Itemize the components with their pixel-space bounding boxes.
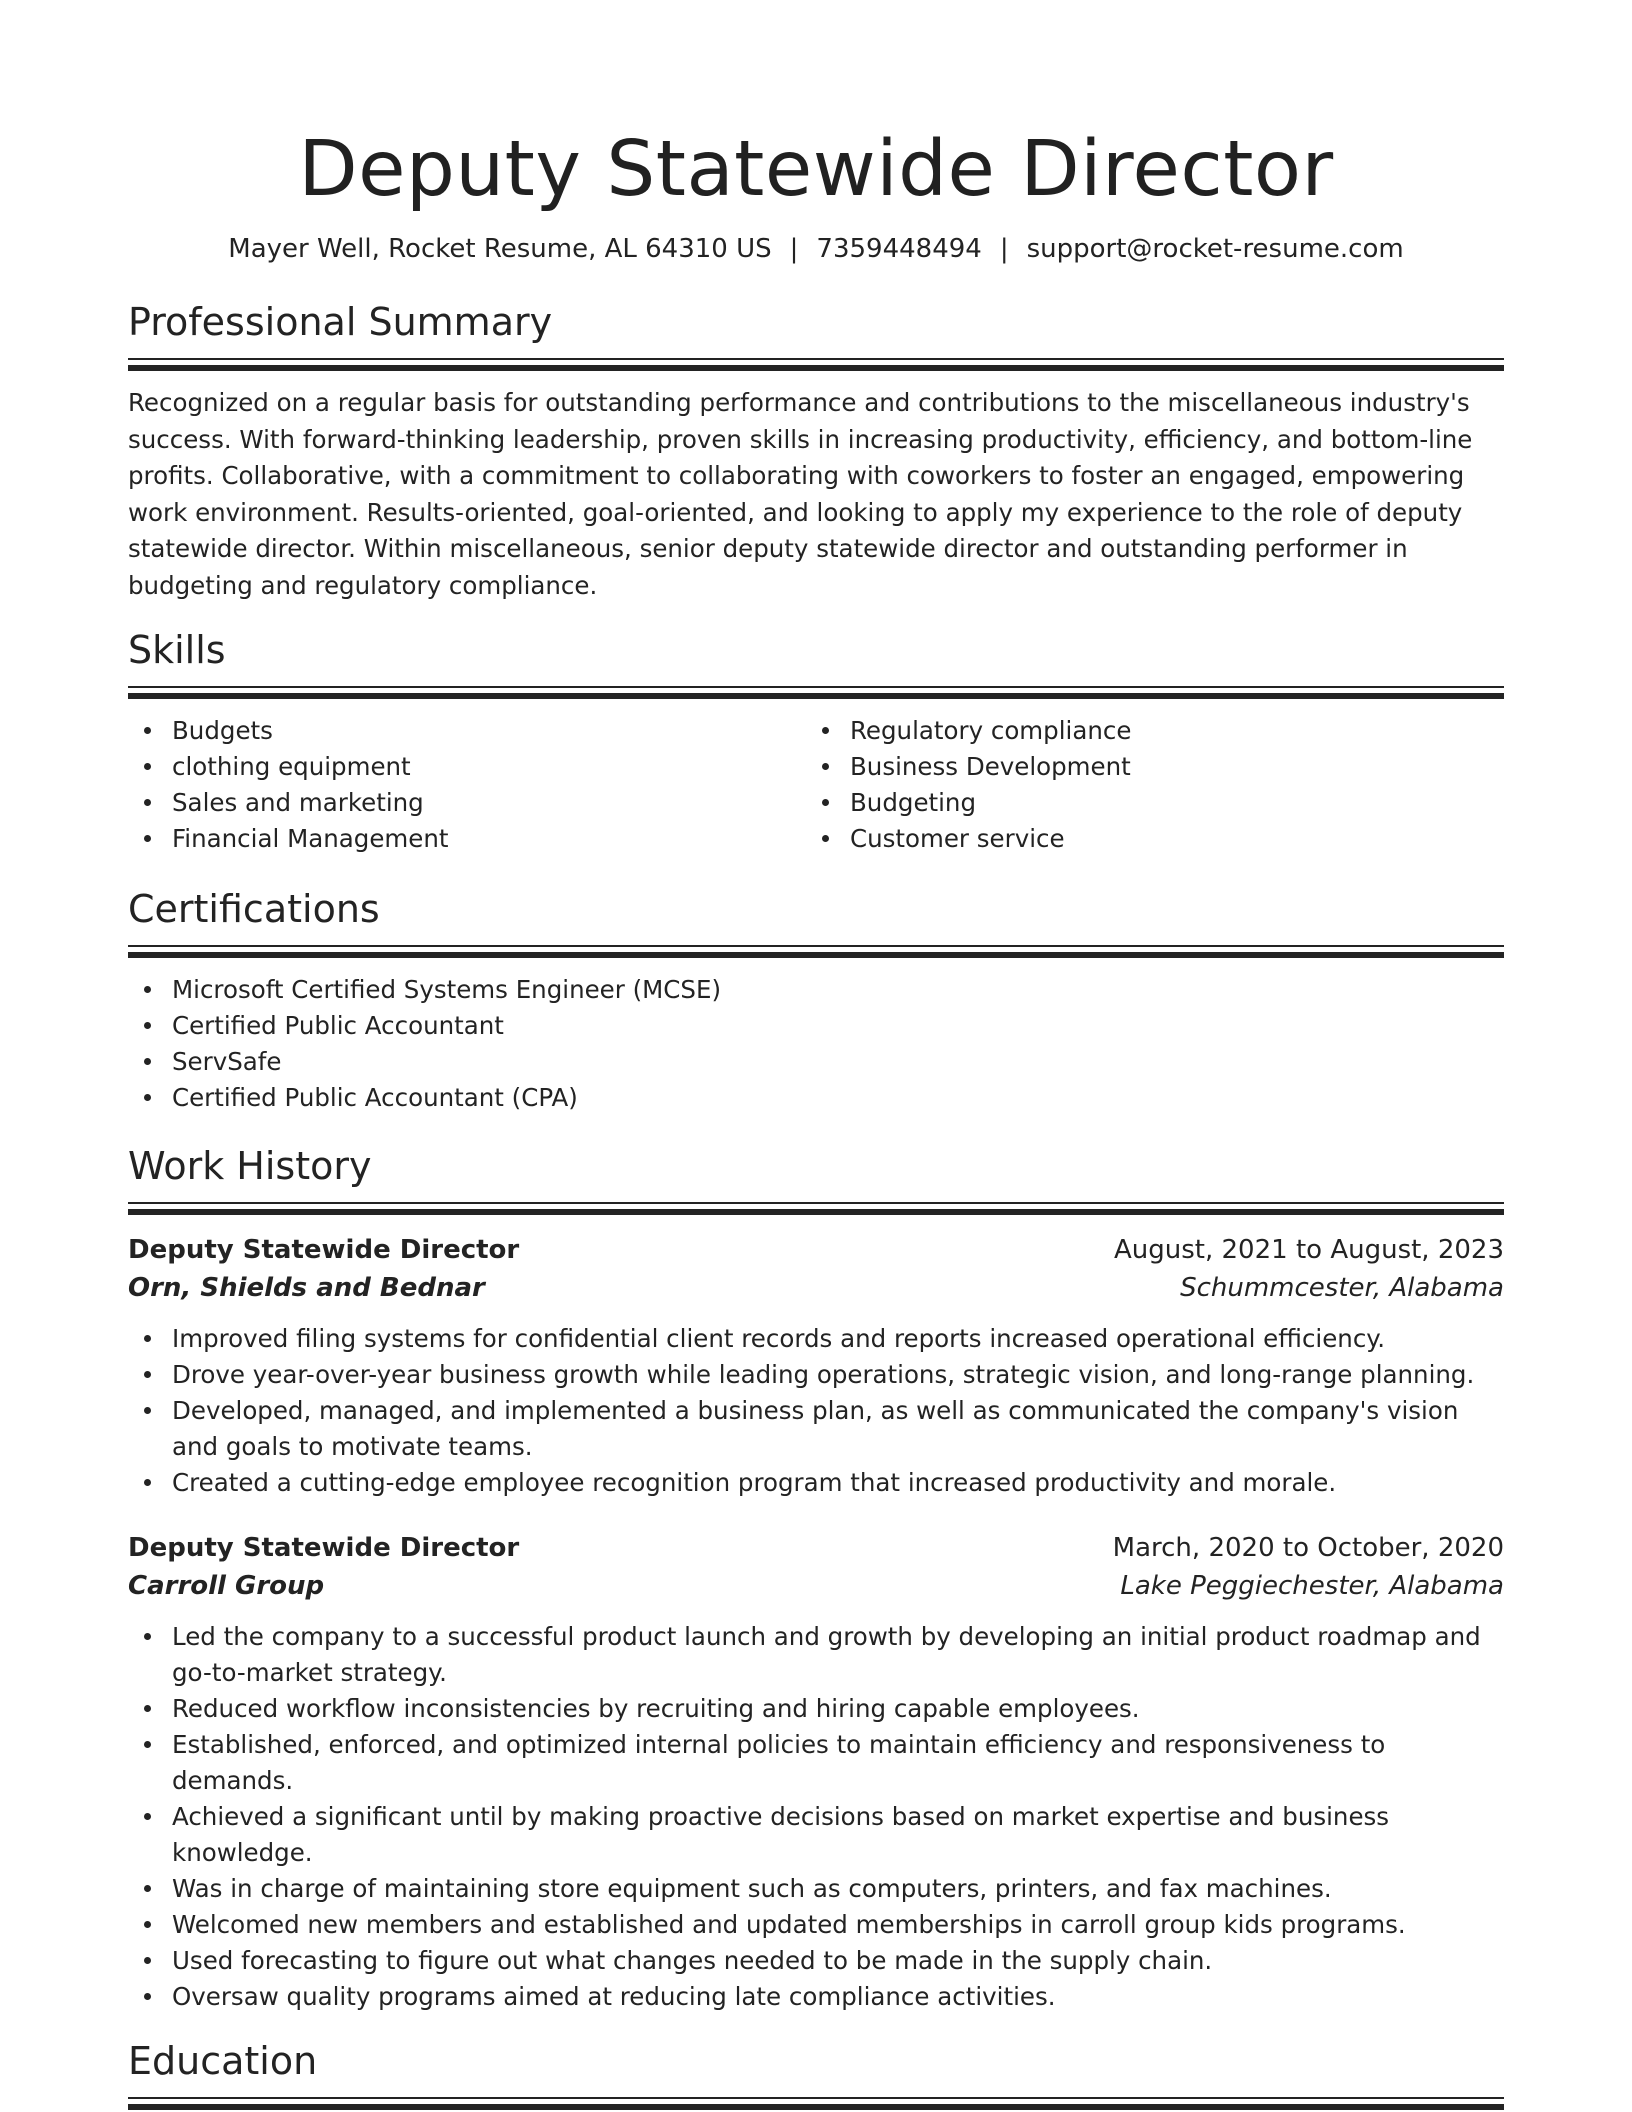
section-divider: [128, 686, 1504, 699]
job-bullet: Reduced workflow inconsistencies by recruiting and hiring capable employees.: [128, 1691, 1504, 1727]
work-history-heading: Work History: [128, 1144, 372, 1188]
education-section: [128, 2037, 1504, 2110]
certification-item: Certified Public Accountant: [128, 1008, 1504, 1044]
certifications-heading: Certifications: [128, 887, 380, 931]
section-divider: [128, 1202, 1504, 1215]
job-header-row: [128, 1231, 1504, 1269]
skills-column-left: [128, 713, 806, 857]
job-title: Deputy Statewide Director: [128, 1235, 520, 1265]
certifications-list: [128, 972, 1504, 1116]
job-bullet: Achieved a significant until by making proactive decisions based on market expertise and business knowledge.: [128, 1799, 1504, 1871]
skill-item: Budgets: [128, 713, 806, 749]
job-entry: [128, 1529, 1504, 2015]
skills-heading: Skills: [128, 628, 226, 672]
work-history-section: [128, 1142, 1504, 2015]
job-dates: August, 2021 to August, 2023: [1114, 1235, 1504, 1265]
resume-page: [128, 0, 1504, 2110]
job-location: Schummcester, Alabama: [1180, 1273, 1504, 1303]
summary-heading: Professional Summary: [128, 300, 553, 344]
job-location: Lake Peggiechester, Alabama: [1120, 1571, 1504, 1601]
contact-separator: |: [789, 234, 799, 264]
education-heading: Education: [128, 2039, 318, 2083]
job-bullet: Developed, managed, and implemented a business plan, as well as communicated the company's vision and goals to motivate teams.: [128, 1393, 1504, 1465]
job-company-row: [128, 1269, 1504, 1307]
skills-column-right: [806, 713, 1484, 857]
job-bullet: Welcomed new members and established and updated memberships in carroll group kids programs.: [128, 1907, 1504, 1943]
skill-item: Budgeting: [806, 785, 1484, 821]
job-bullets: [128, 1619, 1504, 2015]
job-bullet: Was in charge of maintaining store equipment such as computers, printers, and fax machines.: [128, 1871, 1504, 1907]
job-bullet: Oversaw quality programs aimed at reducing late compliance activities.: [128, 1979, 1504, 2015]
certification-item: Microsoft Certified Systems Engineer (MCSE): [128, 972, 1504, 1008]
contact-line: [128, 232, 1504, 266]
contact-email: support@rocket-resume.com: [1026, 234, 1404, 264]
skill-item: Sales and marketing: [128, 785, 806, 821]
certification-item: ServSafe: [128, 1044, 1504, 1080]
certification-item: Certified Public Accountant (CPA): [128, 1080, 1504, 1116]
skill-item: Customer service: [806, 821, 1484, 857]
contact-address: Mayer Well, Rocket Resume, AL 64310 US: [228, 234, 772, 264]
skills-section: [128, 626, 1504, 857]
job-company: Orn, Shields and Bednar: [128, 1273, 485, 1303]
skill-item: clothing equipment: [128, 749, 806, 785]
section-divider: [128, 358, 1504, 371]
contact-phone: 7359448494: [816, 234, 982, 264]
section-divider: [128, 945, 1504, 958]
job-bullet: Improved filing systems for confidential client records and reports increased operational efficiency.: [128, 1321, 1504, 1357]
skills-grid: [128, 713, 1504, 857]
job-bullet: Drove year-over-year business growth while leading operations, strategic vision, and long-range planning.: [128, 1357, 1504, 1393]
job-bullet: Established, enforced, and optimized internal policies to maintain efficiency and responsiveness to demands.: [128, 1727, 1504, 1799]
candidate-name: Deputy Statewide Director: [298, 125, 1334, 214]
job-bullets: [128, 1321, 1504, 1501]
job-bullet: Created a cutting-edge employee recognition program that increased productivity and morale.: [128, 1465, 1504, 1501]
job-bullet: Used forecasting to figure out what changes needed to be made in the supply chain.: [128, 1943, 1504, 1979]
summary-text: Recognized on a regular basis for outstanding performance and contributions to the miscellaneous industry's success. With forward-thinking leadership, proven skills in increasing productivity, efficiency, and bottom-line profits. Collaborative, with a commitment to collaborating with coworkers to foster an engaged, empowering work environment. Results-oriented, goal-oriented, and looking to apply my experience to the role of deputy statewide director. Within miscellaneous, senior deputy statewide director and outstanding performer in budgeting and regulatory compliance.: [128, 388, 1473, 600]
job-header-row: [128, 1529, 1504, 1567]
job-company-row: [128, 1567, 1504, 1605]
contact-separator: |: [999, 234, 1009, 264]
section-divider: [128, 2097, 1504, 2110]
skill-item: Financial Management: [128, 821, 806, 857]
job-title: Deputy Statewide Director: [128, 1533, 520, 1563]
summary-section: [128, 298, 1504, 604]
job-company: Carroll Group: [128, 1571, 325, 1601]
job-bullet: Led the company to a successful product launch and growth by developing an initial product roadmap and go-to-market strategy.: [128, 1619, 1504, 1691]
job-dates: March, 2020 to October, 2020: [1112, 1533, 1504, 1563]
job-entry: [128, 1231, 1504, 1501]
certifications-section: [128, 885, 1504, 1116]
skill-item: Business Development: [806, 749, 1484, 785]
skill-item: Regulatory compliance: [806, 713, 1484, 749]
